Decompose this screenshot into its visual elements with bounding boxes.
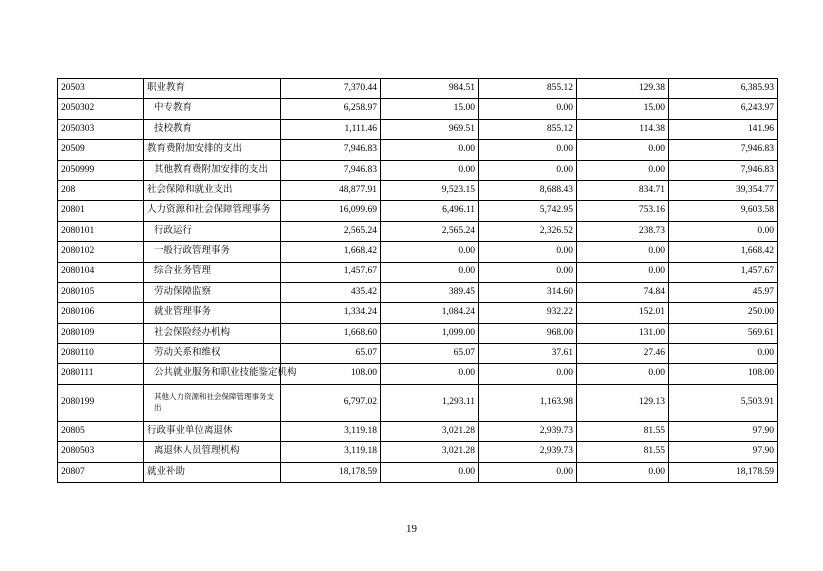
cell-basic: 1,084.24 bbox=[381, 303, 479, 323]
cell-personnel: 0.00 bbox=[479, 242, 577, 262]
cell-total: 16,099.69 bbox=[281, 201, 381, 221]
cell-name: 就业补助 bbox=[144, 462, 281, 482]
cell-project: 108.00 bbox=[669, 364, 778, 384]
cell-public: 15.00 bbox=[577, 99, 669, 119]
table-row bbox=[58, 201, 778, 221]
cell-total: 2,565.24 bbox=[281, 221, 381, 241]
cell-basic: 969.51 bbox=[381, 119, 479, 139]
cell-basic: 0.00 bbox=[381, 462, 479, 482]
cell-code: 20801 bbox=[58, 201, 144, 221]
page-number: 19 bbox=[406, 523, 417, 535]
cell-personnel: 0.00 bbox=[479, 160, 577, 180]
cell-basic: 6,496.11 bbox=[381, 201, 479, 221]
table-row bbox=[58, 421, 778, 441]
table-row bbox=[58, 160, 778, 180]
cell-code: 2050303 bbox=[58, 119, 144, 139]
cell-basic: 1,293.11 bbox=[381, 384, 479, 421]
cell-public: 114.38 bbox=[577, 119, 669, 139]
cell-total: 1,457.67 bbox=[281, 262, 381, 282]
cell-name: 技校教育 bbox=[144, 119, 281, 139]
cell-public: 152.01 bbox=[577, 303, 669, 323]
cell-project: 7,946.83 bbox=[669, 140, 778, 160]
cell-basic: 3,021.28 bbox=[381, 421, 479, 441]
table-row bbox=[58, 221, 778, 241]
cell-code: 2080105 bbox=[58, 282, 144, 302]
cell-basic: 0.00 bbox=[381, 242, 479, 262]
cell-total: 435.42 bbox=[281, 282, 381, 302]
expenditure-table bbox=[57, 78, 778, 483]
cell-public: 131.00 bbox=[577, 323, 669, 343]
cell-public: 238.73 bbox=[577, 221, 669, 241]
cell-personnel: 855.12 bbox=[479, 79, 577, 99]
cell-project: 1,457.67 bbox=[669, 262, 778, 282]
table-row bbox=[58, 462, 778, 482]
cell-personnel: 2,939.73 bbox=[479, 421, 577, 441]
cell-total: 1,111.46 bbox=[281, 119, 381, 139]
cell-personnel: 2,939.73 bbox=[479, 442, 577, 462]
cell-personnel: 8,688.43 bbox=[479, 180, 577, 200]
cell-personnel: 1,163.98 bbox=[479, 384, 577, 421]
cell-name: 行政运行 bbox=[144, 221, 281, 241]
cell-total: 6,797.02 bbox=[281, 384, 381, 421]
cell-basic: 3,021.28 bbox=[381, 442, 479, 462]
cell-public: 129.38 bbox=[577, 79, 669, 99]
cell-code: 2080109 bbox=[58, 323, 144, 343]
table-row bbox=[58, 384, 778, 421]
cell-total: 48,877.91 bbox=[281, 180, 381, 200]
cell-name: 其他教育费附加安排的支出 bbox=[144, 160, 281, 180]
cell-name: 社会保障和就业支出 bbox=[144, 180, 281, 200]
cell-project: 18,178.59 bbox=[669, 462, 778, 482]
cell-code: 2080101 bbox=[58, 221, 144, 241]
cell-public: 0.00 bbox=[577, 262, 669, 282]
table-row bbox=[58, 79, 778, 99]
table-row bbox=[58, 323, 778, 343]
cell-project: 569.61 bbox=[669, 323, 778, 343]
cell-basic: 0.00 bbox=[381, 140, 479, 160]
cell-personnel: 0.00 bbox=[479, 262, 577, 282]
table-row bbox=[58, 242, 778, 262]
cell-personnel: 314.60 bbox=[479, 282, 577, 302]
table-row bbox=[58, 140, 778, 160]
cell-project: 0.00 bbox=[669, 221, 778, 241]
cell-project: 9,603.58 bbox=[669, 201, 778, 221]
table-row bbox=[58, 282, 778, 302]
cell-name: 离退休人员管理机构 bbox=[144, 442, 281, 462]
table-row bbox=[58, 364, 778, 384]
cell-code: 2050302 bbox=[58, 99, 144, 119]
cell-basic: 0.00 bbox=[381, 262, 479, 282]
cell-project: 0.00 bbox=[669, 344, 778, 364]
cell-project: 141.96 bbox=[669, 119, 778, 139]
cell-basic: 389.45 bbox=[381, 282, 479, 302]
cell-project: 97.90 bbox=[669, 421, 778, 441]
cell-name: 职业教育 bbox=[144, 79, 281, 99]
cell-public: 27.46 bbox=[577, 344, 669, 364]
cell-code: 20805 bbox=[58, 421, 144, 441]
cell-personnel: 932.22 bbox=[479, 303, 577, 323]
table-row bbox=[58, 303, 778, 323]
cell-personnel: 0.00 bbox=[479, 99, 577, 119]
cell-code: 2080199 bbox=[58, 384, 144, 421]
cell-code: 2080503 bbox=[58, 442, 144, 462]
cell-public: 753.16 bbox=[577, 201, 669, 221]
cell-project: 250.00 bbox=[669, 303, 778, 323]
cell-code: 2080104 bbox=[58, 262, 144, 282]
cell-total: 18,178.59 bbox=[281, 462, 381, 482]
cell-total: 7,946.83 bbox=[281, 160, 381, 180]
cell-project: 7,946.83 bbox=[669, 160, 778, 180]
cell-public: 0.00 bbox=[577, 160, 669, 180]
cell-total: 108.00 bbox=[281, 364, 381, 384]
cell-total: 6,258.97 bbox=[281, 99, 381, 119]
cell-project: 6,385.93 bbox=[669, 79, 778, 99]
cell-project: 1,668.42 bbox=[669, 242, 778, 262]
cell-basic: 9,523.15 bbox=[381, 180, 479, 200]
cell-code: 2080102 bbox=[58, 242, 144, 262]
cell-basic: 0.00 bbox=[381, 364, 479, 384]
cell-project: 6,243.97 bbox=[669, 99, 778, 119]
cell-total: 65.07 bbox=[281, 344, 381, 364]
cell-total: 7,946.83 bbox=[281, 140, 381, 160]
cell-project: 45.97 bbox=[669, 282, 778, 302]
table-row bbox=[58, 180, 778, 200]
cell-personnel: 0.00 bbox=[479, 140, 577, 160]
cell-name: 社会保险经办机构 bbox=[144, 323, 281, 343]
cell-code: 20509 bbox=[58, 140, 144, 160]
cell-total: 3,119.18 bbox=[281, 442, 381, 462]
table-row bbox=[58, 262, 778, 282]
cell-personnel: 0.00 bbox=[479, 364, 577, 384]
cell-public: 81.55 bbox=[577, 421, 669, 441]
cell-code: 2050999 bbox=[58, 160, 144, 180]
cell-code: 20807 bbox=[58, 462, 144, 482]
cell-basic: 15.00 bbox=[381, 99, 479, 119]
cell-code: 2080111 bbox=[58, 364, 144, 384]
table-row bbox=[58, 99, 778, 119]
cell-personnel: 2,326.52 bbox=[479, 221, 577, 241]
cell-name: 行政事业单位离退休 bbox=[144, 421, 281, 441]
cell-project: 5,503.91 bbox=[669, 384, 778, 421]
table-row bbox=[58, 119, 778, 139]
cell-personnel: 37.61 bbox=[479, 344, 577, 364]
cell-project: 97.90 bbox=[669, 442, 778, 462]
cell-personnel: 0.00 bbox=[479, 462, 577, 482]
table-row bbox=[58, 442, 778, 462]
cell-total: 7,370.44 bbox=[281, 79, 381, 99]
cell-public: 81.55 bbox=[577, 442, 669, 462]
cell-project: 39,354.77 bbox=[669, 180, 778, 200]
cell-personnel: 5,742.95 bbox=[479, 201, 577, 221]
cell-public: 74.84 bbox=[577, 282, 669, 302]
cell-personnel: 855.12 bbox=[479, 119, 577, 139]
cell-public: 0.00 bbox=[577, 462, 669, 482]
cell-code: 2080110 bbox=[58, 344, 144, 364]
cell-name: 其他人力资源和社会保障管理事务支出 bbox=[144, 384, 281, 421]
cell-basic: 984.51 bbox=[381, 79, 479, 99]
cell-basic: 1,099.00 bbox=[381, 323, 479, 343]
cell-name: 劳动关系和维权 bbox=[144, 344, 281, 364]
cell-basic: 65.07 bbox=[381, 344, 479, 364]
cell-name: 就业管理事务 bbox=[144, 303, 281, 323]
cell-name: 综合业务管理 bbox=[144, 262, 281, 282]
cell-name: 中专教育 bbox=[144, 99, 281, 119]
cell-public: 0.00 bbox=[577, 242, 669, 262]
table-body bbox=[58, 79, 778, 483]
cell-code: 2080106 bbox=[58, 303, 144, 323]
cell-name: 一般行政管理事务 bbox=[144, 242, 281, 262]
cell-total: 1,668.60 bbox=[281, 323, 381, 343]
cell-name: 人力资源和社会保障管理事务 bbox=[144, 201, 281, 221]
cell-total: 1,668.42 bbox=[281, 242, 381, 262]
cell-public: 0.00 bbox=[577, 364, 669, 384]
cell-public: 129.13 bbox=[577, 384, 669, 421]
cell-personnel: 968.00 bbox=[479, 323, 577, 343]
cell-public: 834.71 bbox=[577, 180, 669, 200]
cell-code: 20503 bbox=[58, 79, 144, 99]
cell-public: 0.00 bbox=[577, 140, 669, 160]
cell-total: 1,334.24 bbox=[281, 303, 381, 323]
cell-name: 教育费附加安排的支出 bbox=[144, 140, 281, 160]
cell-basic: 0.00 bbox=[381, 160, 479, 180]
cell-name: 劳动保障监察 bbox=[144, 282, 281, 302]
table-row bbox=[58, 344, 778, 364]
cell-total: 3,119.18 bbox=[281, 421, 381, 441]
cell-basic: 2,565.24 bbox=[381, 221, 479, 241]
cell-name: 公共就业服务和职业技能鉴定机构 bbox=[144, 364, 281, 384]
cell-code: 208 bbox=[58, 180, 144, 200]
